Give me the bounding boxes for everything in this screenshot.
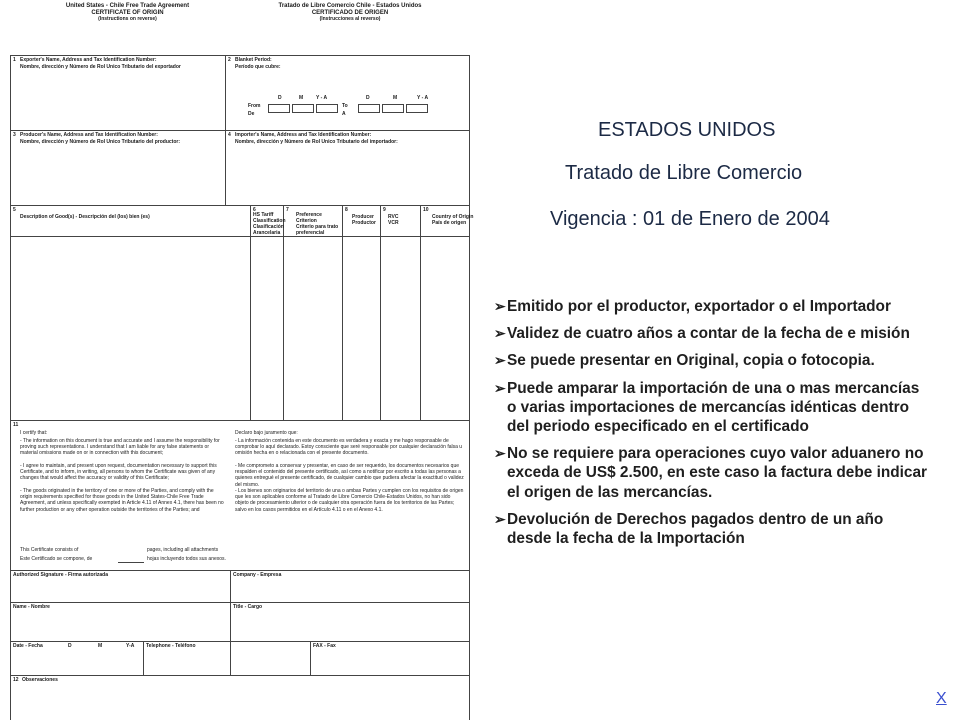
goods-col-divider	[250, 205, 251, 420]
box12-number: 12	[13, 677, 19, 683]
bullet-list	[494, 297, 930, 556]
date-m-label: M	[98, 643, 103, 649]
box5-label: Description of Good(s) - Descripción del (los) bien (es)	[20, 214, 150, 220]
date-col-label: Y - A	[417, 95, 429, 101]
goods-col-divider	[342, 205, 343, 420]
form-row-divider	[10, 205, 469, 206]
box1-number: 1	[13, 57, 16, 63]
box8-label: Productor	[352, 220, 376, 226]
heading-validity: Vigencia : 01 de Enero de 2004	[550, 208, 830, 230]
form-row-divider	[10, 602, 469, 603]
arrow-bullet-icon: ➢	[494, 379, 506, 396]
box3-label-en: Producer's Name, Address and Tax Identification Number:	[20, 132, 158, 138]
box1-label-es: Nombre, dirección y Número de Rol Unico Tributario del exportador	[20, 64, 181, 70]
a-label: A	[342, 111, 346, 117]
box8-number: 8	[345, 207, 348, 213]
box4-number: 4	[228, 132, 231, 138]
date-box	[316, 104, 338, 113]
close-link[interactable]: X	[936, 690, 947, 707]
certify-es-paragraph: - Me comprometo a conservar y presentar, en caso de ser requerido, los documentos necesarios que respalden el contenido del presente certificado, así como a notificar por escrito a todas las personas a quienes entregué el presente certificado, de cualquier cambio que pudiera afectar la exactitud o validez del mismo.	[235, 463, 464, 488]
box6-label: HS Tariff	[253, 212, 274, 218]
header-es-title: Tratado de Libre Comercio Chile - Estados Unidos	[278, 3, 422, 9]
heading-treaty: Tratado de Libre Comercio	[565, 162, 803, 184]
certify-en-paragraph: - The information on this document is true and accurate and I assume the responsibility for proving such representations. I understand that I am liable for any false statements or material omissions made on or in connection with this document;	[20, 438, 220, 457]
form-row-divider	[10, 130, 469, 131]
certify-es-paragraph: - Los bienes son originarios del territorio de una o ambas Partes y cumplen con los requisitos de origen que les son aplicables conforme al Tratado de Libre Comercio Chile-Estados Unidos, no han sido objeto de procesamiento ulterior o de cualquier otra operación fuera de los territorios de las Partes; salvo en los casos permitidos en el Artículo 4.11 o en el Anexo 4.1.	[235, 488, 464, 513]
box9-label: RVC	[388, 214, 399, 220]
from-label: From	[248, 103, 261, 109]
form-col-divider	[230, 570, 231, 675]
form-row-divider	[10, 675, 469, 676]
date-col-label: M	[299, 95, 304, 101]
box10-label: País de origen	[432, 220, 467, 226]
box2-label-en: Blanket Period:	[235, 57, 272, 63]
de-label: De	[248, 111, 255, 117]
form-right-border	[469, 55, 470, 720]
box11-number: 11	[13, 422, 19, 428]
pages-en: pages, including all attachments	[147, 547, 219, 553]
box7-label: Criterio para trato	[296, 224, 339, 230]
date-box	[268, 104, 290, 113]
goods-col-divider	[283, 205, 284, 420]
box3-label-es: Nombre, dirección y Número de Rol Unico Tributario del productor:	[20, 139, 181, 145]
arrow-bullet-icon: ➢	[494, 298, 506, 314]
goods-col-divider	[420, 205, 421, 420]
box7-label: preferencial	[296, 230, 325, 236]
certify-es-heading: Declaro bajo juramento que:	[235, 430, 298, 436]
certify-es-paragraph: - La información contenida en este documento es verdadera y exacta y me hago responsable de comprobar lo aquí declarado. Estoy consciente que seré responsable por cualquier declaración falsa u omisión hecha en o relacionada con el presente documento.	[235, 438, 463, 457]
date-box	[358, 104, 380, 113]
box6-label: Arancelaria	[253, 230, 281, 236]
header-en-note: (Instructions on reverse)	[98, 16, 157, 22]
box2-label-es: Período que cubre:	[235, 64, 281, 70]
box4-label-es: Nombre, dirección y Número de Rol Unico Tributario del importador:	[235, 139, 398, 145]
box7-label: Criterion	[296, 218, 317, 224]
bullet-item	[494, 297, 930, 316]
form-row-divider	[10, 420, 469, 421]
fax-label: FAX - Fax	[313, 643, 336, 649]
box6-label: Classification	[253, 218, 286, 224]
company-label: Company - Empresa	[233, 572, 282, 578]
box10-number: 10	[423, 207, 429, 213]
box1-label-en: Exporter's Name, Address and Tax Identification Number:	[20, 57, 157, 63]
consists-en: This Certificate consists of	[20, 547, 79, 553]
form-row-divider	[10, 570, 469, 571]
title-label: Title - Cargo	[233, 604, 263, 610]
bullet-text: Devolución de Derechos pagados dentro de un año desde la fecha de la Importación	[507, 510, 884, 548]
header-es-note: (Instrucciones al reverso)	[319, 16, 381, 22]
certify-en-paragraph: - I agree to maintain, and present upon request, documentation necessary to support this Certificate, and to inform, in writing, all persons to whom the Certificate was given of any changes that would affect the accuracy or validity of this Certificate;	[20, 463, 217, 482]
observations-label: Observaciones	[22, 677, 58, 683]
box6-label: Clasificación	[253, 224, 284, 230]
box5-number: 5	[13, 207, 16, 213]
bullet-text: Se puede presentar en Original, copia o fotocopia.	[507, 352, 875, 370]
box9-label: VCR	[388, 220, 399, 226]
box4-label-en: Importer's Name, Address and Tax Identification Number:	[235, 132, 372, 138]
box3-number: 3	[13, 132, 16, 138]
to-label: To	[342, 103, 348, 109]
goods-col-divider	[380, 205, 381, 420]
header-en-subtitle: CERTIFICATE OF ORIGIN	[91, 10, 164, 16]
header-en-title: United States - Chile Free Trade Agreement	[65, 3, 190, 9]
bullet-text: Validez de cuatro años a contar de la fecha de e misión	[507, 325, 910, 343]
form-row-divider	[10, 641, 469, 642]
form-top-border	[10, 55, 469, 56]
date-box	[292, 104, 314, 113]
arrow-bullet-icon: ➢	[494, 445, 506, 462]
certificate-of-origin-form	[0, 0, 478, 720]
box7-number: 7	[286, 207, 289, 213]
box9-number: 9	[383, 207, 386, 213]
consists-es: Este Certificado se compone, de	[20, 556, 93, 562]
arrow-bullet-icon: ➢	[494, 325, 506, 342]
form-col-divider	[143, 641, 144, 675]
form-col-divider	[225, 55, 226, 206]
bullet-text: Puede amparar la importación de una o mas mercancías o varias importaciones de mercancías idénticas dentro del periodo especificado en el certificado	[507, 379, 920, 436]
box2-number: 2	[228, 57, 231, 63]
bullet-text: Emitido por el productor, exportador o el Importador	[507, 298, 891, 315]
date-label: Date - Fecha	[13, 643, 43, 649]
certify-en-paragraph: - The goods originated in the territory of one or more of the Parties, and comply with the origin requirements specified for those goods in the United States-Chile Free Trade Agreement, and unless specifically exempted in Article 4.11 of Annex 4.1, there has been no further production or any other operation outside the territories of the Parties; and	[20, 488, 224, 513]
goods-header-rule	[10, 236, 469, 237]
heading-country: ESTADOS UNIDOS	[598, 119, 776, 141]
header-es-subtitle: CERTIFICADO DE ORIGEN	[311, 10, 389, 16]
phone-label: Telephone - Teléfono	[146, 643, 196, 649]
name-label: Name - Nombre	[13, 604, 50, 610]
signature-label: Authorized Signature - Firma autorizada	[13, 572, 109, 578]
bullet-item	[494, 324, 930, 343]
date-d-label: D	[68, 643, 72, 649]
bullet-item	[494, 351, 930, 370]
date-box	[406, 104, 428, 113]
box10-label: Country of Origin	[432, 214, 474, 220]
date-col-label: D	[366, 95, 370, 101]
box6-number: 6	[253, 207, 256, 213]
box8-label: Producer	[352, 214, 374, 220]
bullet-item	[494, 444, 930, 502]
date-col-label: D	[278, 95, 282, 101]
date-col-label: Y - A	[316, 95, 328, 101]
bullet-item	[494, 379, 930, 437]
box7-label: Preference	[296, 212, 322, 218]
form-col-divider	[310, 641, 311, 675]
certify-en-heading: I certify that:	[20, 430, 48, 436]
bullet-item	[494, 510, 930, 548]
pages-blank	[118, 562, 144, 563]
date-y-label: Y-A	[126, 643, 135, 649]
form-left-border	[10, 55, 11, 720]
arrow-bullet-icon: ➢	[494, 352, 506, 369]
pages-es: hojas incluyendo todos sus anexos.	[147, 556, 226, 562]
bullet-text: No se requiere para operaciones cuyo valor aduanero no exceda de US$ 2.500, en este caso la factura debe indicar el origen de las mercancías.	[507, 445, 928, 501]
arrow-bullet-icon: ➢	[494, 510, 506, 527]
date-col-label: M	[393, 95, 398, 101]
date-box	[382, 104, 404, 113]
